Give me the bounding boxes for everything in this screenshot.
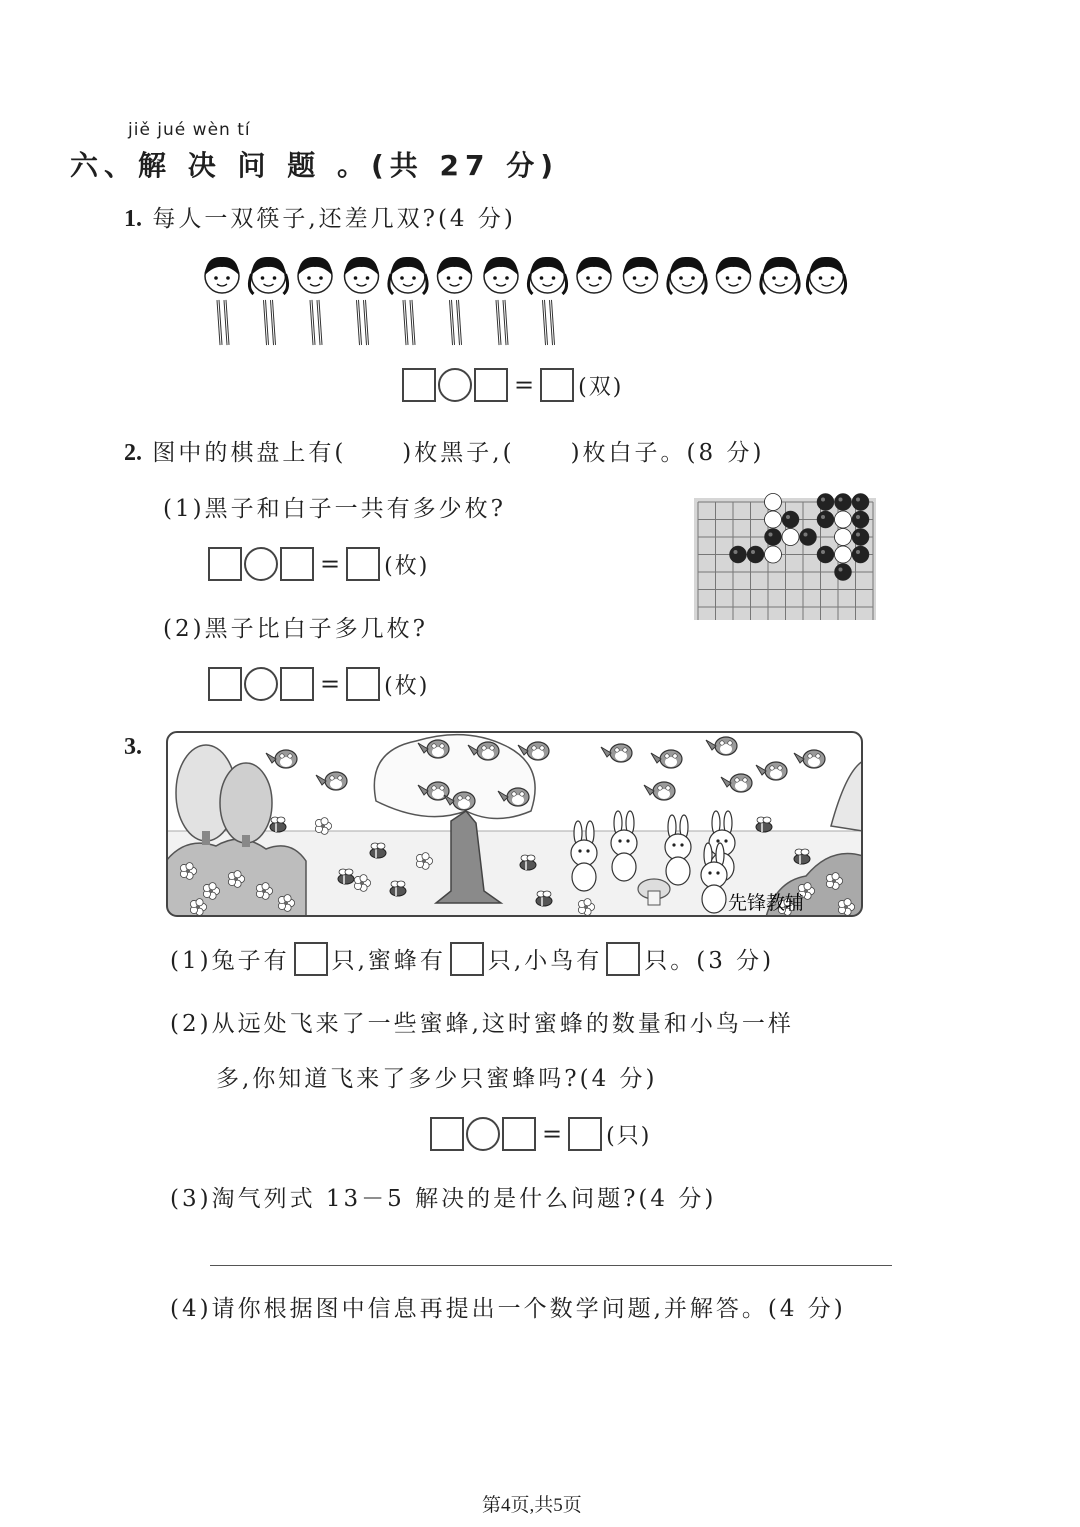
black-stone <box>817 546 834 563</box>
q3-sub2-line2: 多,你知道飞来了多少只蜜蜂吗?(4 分) <box>216 1066 658 1092</box>
q3-sub2-unit: (只) <box>606 1123 652 1149</box>
child-face <box>249 257 287 294</box>
q2-sub2: (2)黑子比白子多几枚? <box>163 616 428 642</box>
go-board <box>694 486 876 620</box>
child-face <box>717 257 751 293</box>
child-face <box>484 257 518 293</box>
chopstick-pair <box>218 300 228 345</box>
q2-sub2-formula <box>208 667 429 701</box>
q3-sub1-text-b: 只,蜜蜂有 <box>331 948 446 974</box>
white-stone <box>835 529 852 546</box>
q2-sub2-box-1[interactable] <box>208 667 242 701</box>
black-stone <box>730 546 747 563</box>
q1-answer-box-2[interactable] <box>474 368 508 402</box>
white-stone <box>765 546 782 563</box>
bird-count-box[interactable] <box>606 942 640 976</box>
chopstick-pair <box>265 300 275 345</box>
bee-count-box[interactable] <box>450 942 484 976</box>
chopstick-pair <box>311 300 321 345</box>
chopstick-pair <box>358 300 368 345</box>
q3-sub1 <box>170 942 774 976</box>
q2-sub1-formula <box>208 547 429 581</box>
white-stone <box>782 529 799 546</box>
bee <box>520 855 536 870</box>
child-face <box>389 257 427 294</box>
bee <box>756 817 772 832</box>
q2-sub2-operator[interactable] <box>244 667 278 701</box>
chopsticks <box>218 300 554 345</box>
child-face <box>528 257 566 294</box>
bee <box>270 817 286 832</box>
child-face <box>807 257 845 294</box>
black-stone <box>852 529 869 546</box>
q2-sub2-box-2[interactable] <box>280 667 314 701</box>
q1-answer-box-1[interactable] <box>402 368 436 402</box>
q3-sub2-result[interactable] <box>568 1117 602 1151</box>
q1-prompt <box>124 200 516 233</box>
q3-sub2-box-2[interactable] <box>502 1117 536 1151</box>
chopstick-pair <box>497 300 507 345</box>
q3-sub1-text-a: (1)兔子有 <box>170 948 290 974</box>
q3-sub1-text-d: 只。(3 分) <box>644 948 775 974</box>
equals-sign: = <box>542 1120 563 1148</box>
child-face <box>205 257 239 293</box>
q3-sub4: (4)请你根据图中信息再提出一个数学问题,并解答。(4 分) <box>170 1296 846 1322</box>
white-stone <box>835 546 852 563</box>
white-stone <box>765 494 782 511</box>
q3-sub3-answer-line[interactable] <box>210 1265 892 1266</box>
equals-sign: = <box>320 550 341 578</box>
child-face <box>624 257 658 293</box>
black-stone <box>852 546 869 563</box>
black-stone <box>852 494 869 511</box>
black-stone <box>747 546 764 563</box>
child-face <box>345 257 379 293</box>
q3-prompt <box>124 734 142 761</box>
white-stone <box>835 511 852 528</box>
q3-sub2-operator[interactable] <box>466 1117 500 1151</box>
bee <box>794 849 810 864</box>
bee <box>370 843 386 858</box>
q1-unit: (双) <box>578 374 624 400</box>
child-face <box>438 257 472 293</box>
child-face <box>761 257 799 294</box>
q3-sub2-formula <box>430 1117 651 1151</box>
q1-illustration <box>195 250 855 350</box>
q3-sub2-line1: (2)从远处飞来了一些蜜蜂,这时蜜蜂的数量和小鸟一样 <box>170 1011 794 1037</box>
chopstick-pair <box>451 300 461 345</box>
q3-scene-illustration <box>166 731 863 917</box>
page-footer: 第4页,共5页 <box>482 1495 582 1516</box>
rabbit-count-box[interactable] <box>294 942 328 976</box>
chopstick-pair <box>544 300 554 345</box>
q2-prompt <box>124 434 764 467</box>
q3-sub1-text-c: 只,小鸟有 <box>487 948 603 974</box>
bee <box>536 891 552 906</box>
equals-sign: = <box>514 371 535 399</box>
black-stone <box>835 564 852 581</box>
children-faces <box>205 257 846 294</box>
q3-number: 3. <box>124 734 142 760</box>
q1-operator-circle[interactable] <box>438 368 472 402</box>
bee <box>338 869 354 884</box>
white-stone <box>765 511 782 528</box>
black-stone <box>800 529 817 546</box>
q1-formula <box>402 368 623 402</box>
black-stone <box>782 511 799 528</box>
q2-sub2-result[interactable] <box>346 667 380 701</box>
black-stone <box>817 511 834 528</box>
q2-sub1-box-2[interactable] <box>280 547 314 581</box>
q2-sub1-box-1[interactable] <box>208 547 242 581</box>
tree-shape <box>220 763 272 843</box>
child-face <box>298 257 332 293</box>
section-pinyin: jiě jué wèn tí <box>128 120 251 140</box>
chopstick-pair <box>404 300 414 345</box>
q2-sub1-unit: (枚) <box>384 553 430 579</box>
section-title: 六、解 决 问 题 。(共 27 分) <box>70 149 560 182</box>
q2-sub1-result[interactable] <box>346 547 380 581</box>
q2-text-a: 图中的棋盘上有( <box>152 440 347 466</box>
q3-sub3: (3)淘气列式 13－5 解决的是什么问题?(4 分) <box>170 1186 717 1212</box>
q2-text-c: )枚白子。(8 分) <box>570 440 765 466</box>
black-stone <box>817 494 834 511</box>
black-stone <box>835 494 852 511</box>
black-stone <box>852 511 869 528</box>
watermark-text: 先锋教辅 <box>728 892 805 914</box>
q2-number: 2. <box>124 440 142 466</box>
equals-sign: = <box>320 670 341 698</box>
q2-text-b: )枚黑子,( <box>402 440 515 466</box>
q1-number: 1. <box>124 206 142 232</box>
black-stone <box>765 529 782 546</box>
q2-sub1: (1)黑子和白子一共有多少枚? <box>163 496 506 522</box>
q1-result-box[interactable] <box>540 368 574 402</box>
child-face <box>577 257 611 293</box>
q2-sub2-unit: (枚) <box>384 673 430 699</box>
child-face <box>668 257 706 294</box>
q1-text: 每人一双筷子,还差几双?(4 分) <box>152 206 516 232</box>
q3-sub2-box-1[interactable] <box>430 1117 464 1151</box>
bee <box>390 881 406 896</box>
q2-sub1-operator[interactable] <box>244 547 278 581</box>
